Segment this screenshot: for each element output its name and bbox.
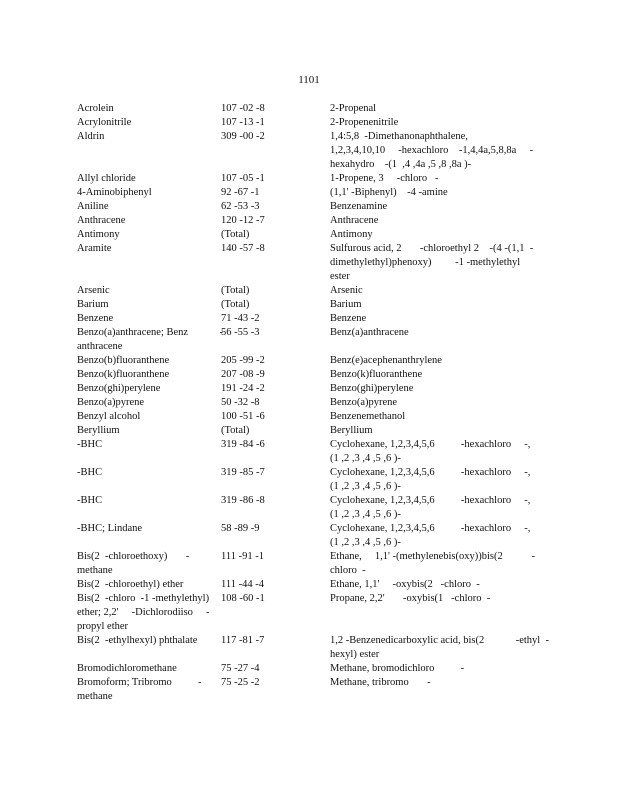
- chemical-synonym-line: Cyclohexane, 1,2,3,4,5,6 -hexachloro -,: [330, 439, 531, 450]
- chemical-name-line: Bromodichloromethane: [77, 663, 177, 674]
- chemical-name-line: Bis(2 -chloroethyl) ether: [77, 579, 184, 590]
- chemical-name-line: Bromoform; Tribromo -: [77, 677, 202, 688]
- chemical-synonym: [330, 354, 540, 368]
- chemical-synonym-line: hexyl) ester: [330, 648, 380, 660]
- chemical-synonym: [330, 676, 540, 690]
- chemical-synonym: [330, 578, 540, 592]
- chemical-name-line: Aramite: [77, 243, 112, 254]
- chemical-synonym-line: hexahydro -(1 ,4 ,4a ,5 ,8 ,8a )-: [330, 158, 472, 170]
- page-number: 1101: [298, 74, 320, 86]
- chemical-synonym-line: (1 ,2 ,3 ,4 ,5 ,6 )-: [330, 508, 401, 520]
- cas-number: 120 -12 -7: [221, 215, 265, 226]
- cas-number: 319 -85 -7: [221, 467, 265, 478]
- cas-number: 319 -84 -6: [221, 439, 265, 450]
- chemical-synonym: [330, 634, 549, 662]
- chemical-synonym: [330, 662, 540, 676]
- chemical-name: [77, 662, 215, 676]
- chemical-name-line: propyl ether: [77, 620, 129, 632]
- chemical-name-line: methane: [77, 564, 113, 576]
- chemical-synonym-line: Propane, 2,2' -oxybis(1 -chloro -: [330, 593, 491, 604]
- chemical-synonym: [330, 284, 540, 298]
- cas-number: 92 -67 -1: [221, 187, 260, 198]
- cas-number: 117 -81 -7: [221, 635, 265, 646]
- chemical-name: [77, 494, 215, 508]
- chemical-name-line: Allyl chloride: [77, 173, 136, 184]
- chemical-synonym: [330, 172, 540, 186]
- cas-number: 111 -91 -1: [221, 551, 264, 562]
- chemical-synonym-line: 2-Propenal: [330, 103, 377, 114]
- chemical-name-line: Benzo(b)fluoranthene: [77, 355, 170, 366]
- cas-number: 75 -27 -4: [221, 663, 260, 674]
- chemical-synonym-line: Benzene: [330, 313, 367, 324]
- chemical-name: [77, 592, 215, 633]
- cas-number: 107 -05 -1: [221, 173, 265, 184]
- chemical-synonym: [330, 424, 540, 438]
- chemical-name-line: Arsenic: [77, 285, 110, 296]
- chemical-synonym-line: Benzo(k)fluoranthene: [330, 369, 423, 380]
- chemical-name-line: Barium: [77, 299, 109, 310]
- chemical-synonym: [330, 326, 540, 340]
- chemical-synonym: [330, 522, 540, 550]
- chemical-synonym-line: Ethane, 1,1' -oxybis(2 -chloro -: [330, 579, 480, 590]
- chemical-synonym: [330, 592, 540, 606]
- cas-number: 71 -43 -2: [221, 313, 260, 324]
- chemical-synonym: [330, 298, 540, 312]
- chemical-synonym-line: 1,4:5,8 -Dimethanonaphthalene,: [330, 131, 468, 142]
- chemical-name: [77, 466, 215, 480]
- chemical-synonym-line: Antimony: [330, 229, 373, 240]
- cas-number: 62 -53 -3: [221, 201, 260, 212]
- chemical-name: [77, 214, 215, 228]
- chemical-synonym: [330, 382, 540, 396]
- chemical-name: [77, 102, 215, 116]
- chemical-synonym: [330, 130, 540, 171]
- chemical-name: [77, 550, 215, 578]
- chemical-name-line: -BHC: [77, 439, 103, 450]
- chemical-synonym: [330, 200, 540, 214]
- chemical-synonym-line: (1,1' -Biphenyl) -4 -amine: [330, 187, 448, 198]
- chemical-synonym: [330, 550, 540, 578]
- chemical-synonym: [330, 494, 540, 522]
- chemical-synonym-line: dimethylethyl)phenoxy) -1 -methylethyl: [330, 256, 521, 268]
- cas-number: 50 -32 -8: [221, 397, 260, 408]
- chemical-name-line: Beryllium: [77, 425, 120, 436]
- cas-number: 319 -86 -8: [221, 495, 265, 506]
- chemical-synonym-line: Benzo(a)pyrene: [330, 397, 398, 408]
- chemical-name: [77, 116, 215, 130]
- chemical-name: [77, 326, 224, 354]
- chemical-synonym-line: ester: [330, 270, 350, 282]
- chemical-synonym-line: Cyclohexane, 1,2,3,4,5,6 -hexachloro -,: [330, 495, 531, 506]
- chemical-name: [77, 354, 215, 368]
- chemical-name: [77, 368, 215, 382]
- cas-number: 107 -13 -1: [221, 117, 265, 128]
- cas-number: 100 -51 -6: [221, 411, 265, 422]
- chemical-name-line: Benzo(ghi)perylene: [77, 383, 161, 394]
- cas-number: 207 -08 -9: [221, 369, 265, 380]
- chemical-synonym-line: Anthracene: [330, 215, 379, 226]
- chemical-name-line: Benzyl alcohol: [77, 411, 141, 422]
- chemical-name: [77, 228, 215, 242]
- chemical-name: [77, 578, 215, 592]
- chemical-name: [77, 424, 215, 438]
- cas-number: (Total): [221, 229, 250, 240]
- chemical-name-line: Benzo(a)anthracene; Benz -: [77, 327, 224, 338]
- chemical-name: [77, 172, 215, 186]
- chemical-name: [77, 312, 215, 326]
- chemical-name-line: Aniline: [77, 201, 109, 212]
- chemical-name-line: Bis(2 -chloroethoxy) -: [77, 551, 190, 562]
- chemical-synonym: [330, 116, 540, 130]
- cas-number: 107 -02 -8: [221, 103, 265, 114]
- chemical-name-line: Antimony: [77, 229, 120, 240]
- chemical-synonym-line: (1 ,2 ,3 ,4 ,5 ,6 )-: [330, 536, 401, 548]
- chemical-name-line: -BHC; Lindane: [77, 523, 143, 534]
- chemical-name-line: Benzene: [77, 313, 114, 324]
- chemical-synonym: [330, 186, 540, 200]
- chemical-synonym-line: Benzo(ghi)perylene: [330, 383, 414, 394]
- chemical-name: [77, 634, 215, 648]
- chemical-synonym-line: (1 ,2 ,3 ,4 ,5 ,6 )-: [330, 480, 401, 492]
- cas-number: 205 -99 -2: [221, 355, 265, 366]
- chemical-name-line: methane: [77, 690, 113, 702]
- chemical-name-line: Acrylonitrile: [77, 117, 132, 128]
- cas-number: (Total): [221, 425, 250, 436]
- chemical-synonym-line: chloro -: [330, 564, 366, 576]
- chemical-name-line: Bis(2 -ethylhexyl) phthalate: [77, 635, 198, 646]
- chemical-name-line: anthracene: [77, 340, 123, 352]
- chemical-name: [77, 186, 215, 200]
- chemical-name: [77, 298, 215, 312]
- cas-number: 191 -24 -2: [221, 383, 265, 394]
- chemical-name: [77, 200, 215, 214]
- chemical-synonym-line: Beryllium: [330, 425, 373, 436]
- chemical-synonym-line: Benz(a)anthracene: [330, 327, 409, 338]
- chemical-synonym-line: Methane, bromodichloro -: [330, 663, 465, 674]
- chemical-synonym-line: Methane, tribromo -: [330, 677, 431, 688]
- chemical-synonym-line: Barium: [330, 299, 362, 310]
- chemical-name-line: Benzo(a)pyrene: [77, 397, 145, 408]
- chemical-name: [77, 382, 215, 396]
- chemical-synonym-line: 1,2 -Benzenedicarboxylic acid, bis(2 -ethyl -: [330, 635, 549, 646]
- cas-number: 140 -57 -8: [221, 243, 265, 254]
- chemical-name-line: Anthracene: [77, 215, 126, 226]
- chemical-name: [77, 438, 215, 452]
- cas-number: 309 -00 -2: [221, 131, 265, 142]
- chemical-name: [77, 676, 215, 704]
- cas-number: (Total): [221, 299, 250, 310]
- chemical-name: [77, 284, 215, 298]
- chemical-synonym-line: Cyclohexane, 1,2,3,4,5,6 -hexachloro -,: [330, 467, 531, 478]
- chemical-synonym-line: Benzenemethanol: [330, 411, 406, 422]
- chemical-synonym: [330, 312, 540, 326]
- cas-number: 56 -55 -3: [221, 327, 260, 338]
- chemical-synonym-line: Benzenamine: [330, 201, 388, 212]
- chemical-name-line: Benzo(k)fluoranthene: [77, 369, 170, 380]
- chemical-synonym: [330, 438, 540, 466]
- cas-number: 75 -25 -2: [221, 677, 260, 688]
- chemical-synonym-line: 1-Propene, 3 -chloro -: [330, 173, 439, 184]
- chemical-name: [77, 396, 215, 410]
- chemical-name: [77, 410, 215, 424]
- cas-number: 111 -44 -4: [221, 579, 264, 590]
- chemical-name-line: Bis(2 -chloro -1 -methylethyl): [77, 593, 210, 604]
- chemical-name: [77, 522, 215, 536]
- chemical-synonym: [330, 214, 540, 228]
- chemical-synonym-line: 2-Propenenitrile: [330, 117, 399, 128]
- chemical-synonym-line: (1 ,2 ,3 ,4 ,5 ,6 )-: [330, 452, 401, 464]
- chemical-synonym-line: Ethane, 1,1' -(methylenebis(oxy))bis(2 -: [330, 551, 536, 562]
- chemical-name-line: ether; 2,2' -Dichlorodiiso -: [77, 606, 210, 618]
- chemical-synonym-line: Benz(e)acephenanthrylene: [330, 355, 442, 366]
- cas-number: 58 -89 -9: [221, 523, 260, 534]
- chemical-synonym-line: 1,2,3,4,10,10 -hexachloro -1,4,4a,5,8,8a -: [330, 144, 533, 156]
- chemical-name-line: -BHC: [77, 467, 103, 478]
- chemical-name-line: Aldrin: [77, 131, 105, 142]
- chemical-synonym-line: Cyclohexane, 1,2,3,4,5,6 -hexachloro -,: [330, 523, 531, 534]
- chemical-synonym: [330, 410, 540, 424]
- chemical-synonym: [330, 368, 540, 382]
- cas-number: (Total): [221, 285, 250, 296]
- cas-number: 108 -60 -1: [221, 593, 265, 604]
- chemical-synonym: [330, 102, 540, 116]
- chemical-synonym: [330, 242, 540, 283]
- chemical-name: [77, 242, 215, 256]
- chemical-synonym-line: Arsenic: [330, 285, 363, 296]
- chemical-name-line: 4-Aminobiphenyl: [77, 187, 152, 198]
- chemical-synonym: [330, 228, 540, 242]
- chemical-synonym-line: Sulfurous acid, 2 -chloroethyl 2 -(4 -(1,1 -: [330, 243, 534, 254]
- chemical-synonym: [330, 466, 540, 494]
- chemical-name-line: -BHC: [77, 495, 103, 506]
- chemical-name-line: Acrolein: [77, 103, 114, 114]
- chemical-synonym: [330, 396, 540, 410]
- chemical-name: [77, 130, 215, 144]
